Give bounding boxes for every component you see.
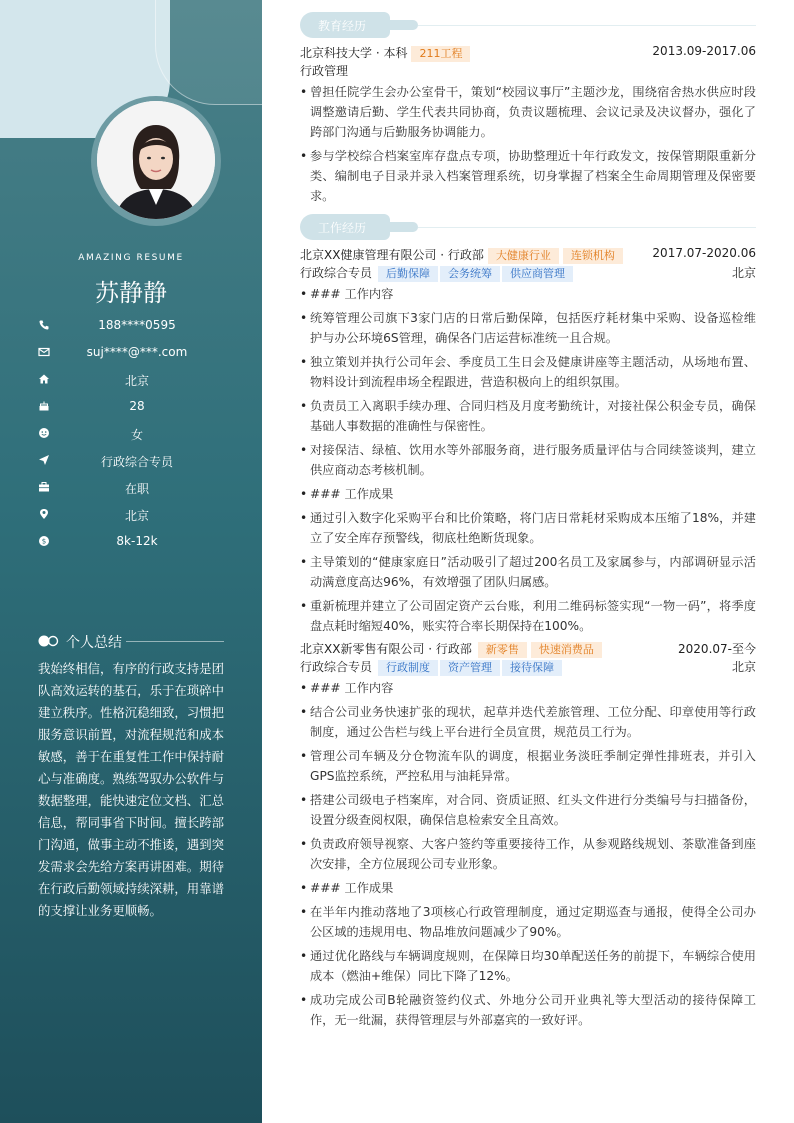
section-header-education bbox=[300, 12, 756, 38]
school-tag: 211工程 bbox=[411, 46, 470, 62]
list-item: • 通过优化路线与车辆调度规则，在保障日均30单配送任务的前提下，车辆综合使用成本（燃油+维保）同比下降了12%。 bbox=[300, 946, 756, 986]
list-item: • 管理公司车辆及分仓物流车队的调度，根据业务淡旺季制定弹性排班表，并引入GPS监控系统，严控私用与油耗异常。 bbox=[300, 746, 756, 786]
info-row-age bbox=[38, 399, 224, 415]
summary-text: 我始终相信，有序的行政支持是团队高效运转的基石，乐于在琐碎中建立秩序。性格沉稳细致，习惯把服务意识前置，对流程规范和成本敏感，善于在重复性工作中保持耐心与准确度。熟练驾驭办公软件与数据整理，能快速定位文档、汇总信息，帮同事省下时间。擅长跨部门沟通，做事主动不推诿，遇到突发需求会先给方案再讲困难。期待在行政后勤领域持续深耕，用靠谱的支撑让业务更顺畅。 bbox=[38, 661, 224, 918]
education-major-row bbox=[300, 62, 756, 80]
info-row-location bbox=[38, 507, 224, 523]
job-header-row bbox=[300, 246, 756, 264]
company-tag: 大健康行业 bbox=[488, 248, 559, 264]
job-position: 行政综合专员 bbox=[300, 660, 373, 674]
list-item: • 统筹管理公司旗下3家门店的日常后勤保障，包括医疗耗材集中采购、设备巡检维护与办公环境6S管理，确保各门店运营标准统一且合规。 bbox=[300, 308, 756, 348]
company-line: 北京XX新零售有限公司 · 行政部 bbox=[300, 642, 472, 656]
list-item: • 独立策划并执行公司年会、季度员工生日会及健康讲座等主题活动，从场地布置、物料设计到流程串场全程跟进，营造积极向上的组织氛围。 bbox=[300, 352, 756, 392]
phone-icon bbox=[38, 319, 50, 331]
company-tag: 快速消费品 bbox=[531, 642, 602, 658]
sidebar bbox=[0, 0, 262, 1123]
company-line: 北京XX健康管理有限公司 · 行政部 bbox=[300, 248, 484, 262]
education-period: 2013.09-2017.06 bbox=[652, 44, 756, 58]
job-position-row bbox=[300, 264, 756, 282]
info-row-salary bbox=[38, 534, 224, 550]
job-bullets bbox=[300, 284, 756, 636]
job-city: 北京 bbox=[731, 660, 756, 674]
job-period: 2020.07-至今 bbox=[678, 642, 756, 656]
info-row-position bbox=[38, 453, 224, 469]
list-item: • ### 工作成果 bbox=[300, 878, 756, 898]
position-value: 行政综合专员 bbox=[100, 455, 173, 469]
divider bbox=[418, 227, 756, 228]
company-tag: 连锁机构 bbox=[563, 248, 623, 264]
skill-tag: 行政制度 bbox=[378, 660, 438, 676]
education-header-row bbox=[300, 44, 756, 62]
dots-icon bbox=[38, 635, 60, 647]
school-line: 北京科技大学 · 本科 bbox=[300, 46, 408, 60]
cake-icon bbox=[38, 400, 50, 412]
list-item: • ### 工作内容 bbox=[300, 678, 756, 698]
email-value: suj****@***.com bbox=[86, 345, 188, 359]
smile-icon bbox=[38, 427, 50, 439]
job-header-row bbox=[300, 640, 756, 658]
job-position: 行政综合专员 bbox=[300, 266, 373, 280]
list-item: • ### 工作内容 bbox=[300, 284, 756, 304]
send-icon bbox=[38, 454, 50, 466]
list-item: • 在半年内推动落地了3项核心行政管理制度，通过定期巡查与通报，使得全公司办公区域的违规用电、物品堆放问题减少了90%。 bbox=[300, 902, 756, 942]
skill-tag: 后勤保障 bbox=[378, 266, 438, 282]
info-row-phone bbox=[38, 318, 224, 334]
salary-value: 8k-12k bbox=[116, 534, 158, 548]
svg-text:$: $ bbox=[41, 537, 47, 546]
age-value: 28 bbox=[129, 399, 145, 413]
list-item: • 参与学校综合档案室库存盘点专项，协助整理近十年行政发文，按保管期限重新分类、编制电子目录并录入档案管理系统，切身掌握了档案全生命周期管理及保密要求。 bbox=[300, 146, 756, 206]
resume-tagline: AMAZING RESUME bbox=[78, 253, 184, 263]
list-item: • 重新梳理并建立了公司固定资产云台账，利用二维码标签实现“一物一码”，将季度盘点耗时缩短40%，账实符合率长期保持在100%。 bbox=[300, 596, 756, 636]
info-row-gender bbox=[38, 426, 224, 442]
city-value: 北京 bbox=[124, 374, 149, 388]
summary-heading: 个人总结 bbox=[38, 632, 224, 650]
job-city: 北京 bbox=[731, 266, 756, 280]
info-row-city bbox=[38, 372, 224, 388]
list-item: • 负责政府领导视察、大客户签约等重要接待工作，从参观路线规划、茶歇准备到座次安排，全方位展现公司专业形象。 bbox=[300, 834, 756, 874]
major: 行政管理 bbox=[300, 64, 349, 78]
skill-tag: 接待保障 bbox=[502, 660, 562, 676]
briefcase-icon bbox=[38, 481, 50, 493]
list-item: • 对接保洁、绿植、饮用水等外部服务商，进行服务质量评估与合同续签谈判，建立供应商动态考核机制。 bbox=[300, 440, 756, 480]
skill-tag: 供应商管理 bbox=[502, 266, 573, 282]
section-title: 教育经历 bbox=[318, 19, 367, 33]
phone-value: 188****0595 bbox=[98, 318, 176, 332]
list-item: • 主导策划的“健康家庭日”活动吸引了超过200名员工及家属参与，内部调研显示活动满意度高达96%，有效增强了团队归属感。 bbox=[300, 552, 756, 592]
gender-value: 女 bbox=[130, 428, 143, 442]
location-icon bbox=[38, 508, 50, 520]
main-content bbox=[300, 0, 756, 1034]
list-item: • 搭建公司级电子档案库，对合同、资质证照、红头文件进行分类编号与扫描备份，设置分级查阅权限，确保信息检索安全且高效。 bbox=[300, 790, 756, 830]
money-icon bbox=[38, 535, 50, 547]
section-title: 工作经历 bbox=[318, 221, 367, 235]
status-value: 在职 bbox=[124, 482, 149, 496]
person-name: 苏静静 bbox=[95, 279, 167, 307]
skill-tag: 资产管理 bbox=[440, 660, 500, 676]
company-tag: 新零售 bbox=[478, 642, 527, 658]
job-position-row bbox=[300, 658, 756, 676]
divider bbox=[418, 25, 756, 26]
list-item: • ### 工作成果 bbox=[300, 484, 756, 504]
list-item: • 结合公司业务快速扩张的现状，起草并迭代差旅管理、工位分配、印章使用等行政制度，通过公告栏与线上平台进行全员宣贯，规范员工行为。 bbox=[300, 702, 756, 742]
list-item: • 成功完成公司B轮融资签约仪式、外地分公司开业典礼等大型活动的接待保障工作，无一纰漏，获得管理层与外部嘉宾的一致好评。 bbox=[300, 990, 756, 1030]
location-value: 北京 bbox=[124, 509, 149, 523]
avatar bbox=[97, 101, 215, 219]
email-icon bbox=[38, 346, 50, 358]
list-item: • 负责员工入离职手续办理、合同归档及月度考勤统计，对接社保公积金专员，确保基础人事数据的准确性与保密性。 bbox=[300, 396, 756, 436]
skill-tag: 会务统筹 bbox=[440, 266, 500, 282]
divider bbox=[126, 641, 224, 642]
list-item: • 曾担任院学生会办公室骨干，策划“校园议事厅”主题沙龙，围绕宿舍热水供应时段调整邀请后勤、学生代表共同协商，负责议题梳理、会议记录及决议督办，强化了跨部门沟通与后勤服务协调能力。 bbox=[300, 82, 756, 142]
section-header-work bbox=[300, 214, 756, 240]
job-period: 2017.07-2020.06 bbox=[652, 246, 756, 260]
decorative-shape bbox=[155, 0, 262, 105]
job-bullets bbox=[300, 678, 756, 1030]
info-row-email bbox=[38, 345, 224, 361]
home-icon bbox=[38, 373, 50, 385]
info-row-status bbox=[38, 480, 224, 496]
education-bullets bbox=[300, 82, 756, 206]
list-item: • 通过引入数字化采购平台和比价策略，将门店日常耗材采购成本压缩了18%，并建立了安全库存预警线，彻底杜绝断货现象。 bbox=[300, 508, 756, 548]
